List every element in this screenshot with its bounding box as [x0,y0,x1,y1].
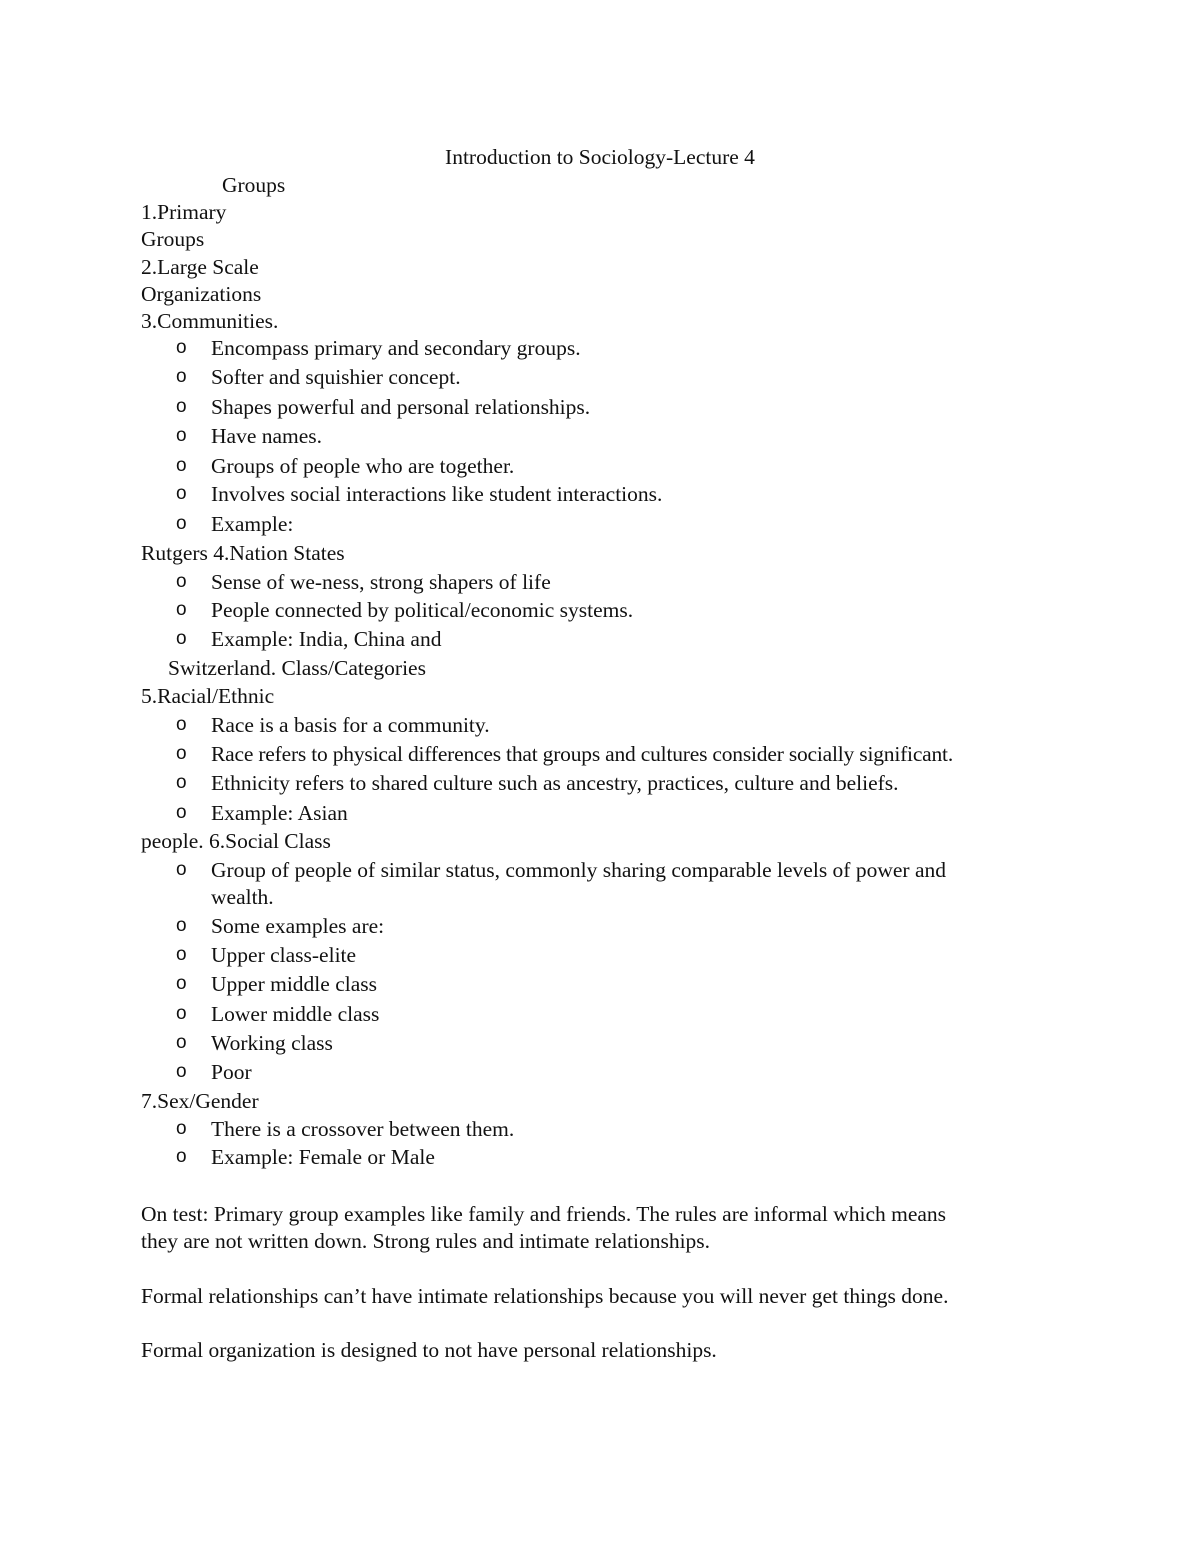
bullet-text-wrap: wealth. [211,885,274,909]
bullet-text: Example: Female or Male [211,1145,435,1169]
bullet-marker: o [176,1032,187,1053]
bullet-text: Example: Asian [211,801,348,825]
bullet-text: Some examples are: [211,914,385,938]
bullet-text: Race is a basis for a community. [211,713,490,737]
bullet-marker: o [176,973,187,994]
bullet-text: Softer and squishier concept. [211,365,461,389]
bullet-marker: o [176,599,187,620]
bullet-marker: o [176,915,187,936]
bullet-text: Shapes powerful and personal relationships. [211,395,591,419]
heading-large-scale: 2.Large Scale [141,255,259,279]
bullet-text: Example: India, China and [211,627,442,651]
bullet-marker: o [176,1061,187,1082]
heading-nation-states: Rutgers 4.Nation States [141,541,345,565]
bullet-marker: o [176,455,187,476]
heading-primary: 1.Primary [141,200,227,224]
bullet-text: Working class [211,1031,333,1055]
bullet-text: Example: [211,512,294,536]
heading-large-scale-cont: Organizations [141,282,262,306]
nation-continuation: Switzerland. Class/Categories [168,656,426,680]
bullet-text: Sense of we-ness, strong shapers of life [211,570,551,594]
document-title: Introduction to Sociology-Lecture 4 [445,145,755,169]
bullet-text: Ethnicity refers to shared culture such as ancestry, practices, culture and beliefs. [211,771,899,795]
bullet-text: Involves social interactions like student interactions. [211,482,663,506]
bullet-marker: o [176,571,187,592]
bullet-text: Group of people of similar status, commonly sharing comparable levels of power and [211,858,946,882]
bullet-text: Have names. [211,424,323,448]
bullet-text: Upper middle class [211,972,377,996]
bullet-marker: o [176,802,187,823]
bullet-text: Upper class-elite [211,943,357,967]
bullet-marker: o [176,425,187,446]
bullet-marker: o [176,483,187,504]
note-on-test-cont: they are not written down. Strong rules and intimate relationships. [141,1229,711,1253]
heading-social-class: people. 6.Social Class [141,829,331,853]
bullet-marker: o [176,1003,187,1024]
bullet-marker: o [176,396,187,417]
bullet-text: Encompass primary and secondary groups. [211,336,581,360]
bullet-marker: o [176,337,187,358]
bullet-text: There is a crossover between them. [211,1117,515,1141]
note-on-test: On test: Primary group examples like family and friends. The rules are informal which means [141,1202,947,1226]
bullet-marker: o [176,366,187,387]
bullet-marker: o [176,628,187,649]
heading-racial-ethnic: 5.Racial/Ethnic [141,684,275,708]
bullet-marker: o [176,743,187,764]
bullet-text: Lower middle class [211,1002,380,1026]
bullet-marker: o [176,944,187,965]
bullet-marker: o [176,1118,187,1139]
document-subtitle: Groups [222,173,286,197]
bullet-marker: o [176,513,187,534]
bullet-marker: o [176,1146,187,1167]
heading-primary-cont: Groups [141,227,205,251]
bullet-text: Poor [211,1060,252,1084]
note-formal-organization: Formal organization is designed to not have personal relationships. [141,1338,717,1362]
note-formal-relationships: Formal relationships can’t have intimate relationships because you will never get things done. [141,1284,949,1308]
heading-sex-gender: 7.Sex/Gender [141,1089,259,1113]
heading-communities: 3.Communities. [141,309,279,333]
bullet-marker: o [176,714,187,735]
bullet-marker: o [176,772,187,793]
bullet-text: People connected by political/economic systems. [211,598,634,622]
bullet-text: Race refers to physical differences that groups and cultures consider socially significant. [211,742,954,766]
bullet-text: Groups of people who are together. [211,454,515,478]
bullet-marker: o [176,859,187,880]
